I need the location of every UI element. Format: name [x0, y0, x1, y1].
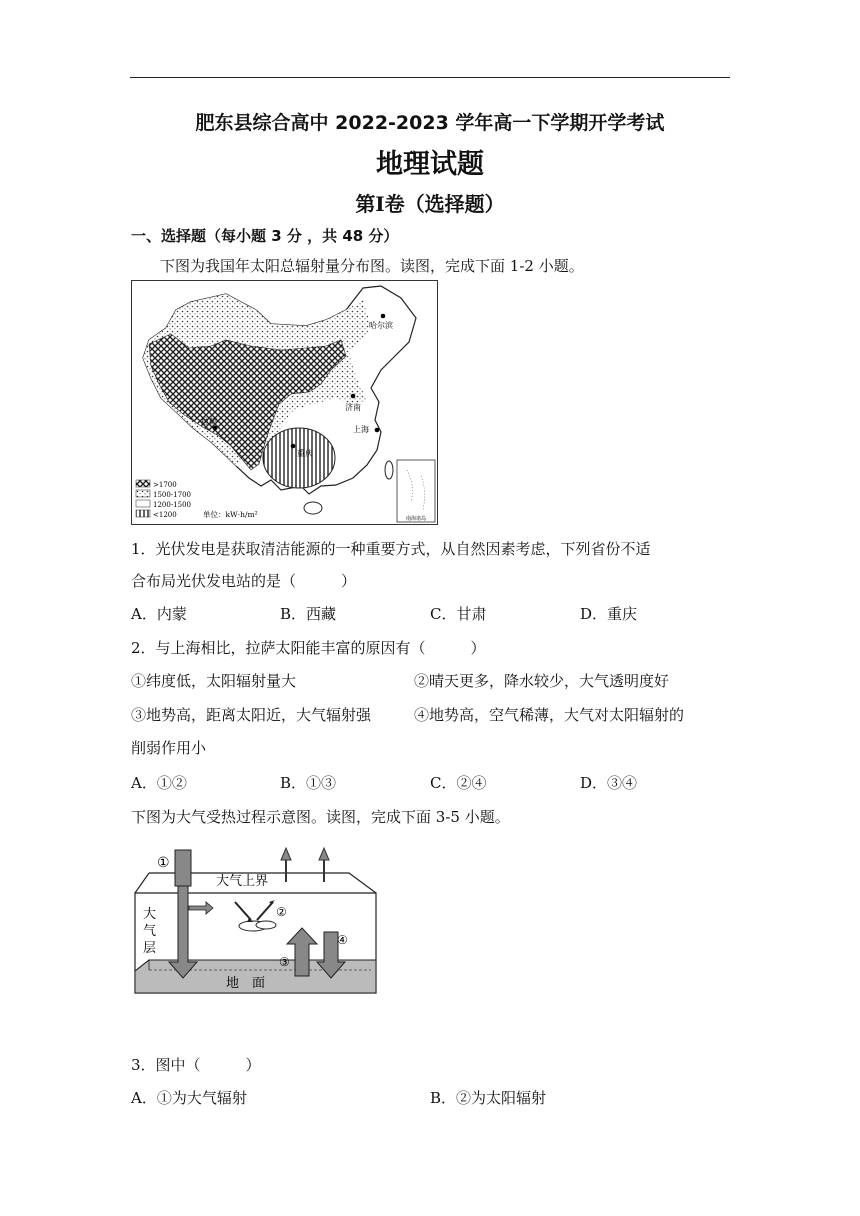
marker-4: ④ — [337, 933, 348, 947]
header-rule — [130, 77, 730, 78]
subject-title: 地理试题 — [376, 149, 484, 180]
intro-text-1: 下图为我国年太阳总辐射量分布图。读图，完成下面 1-2 小题。 — [160, 257, 584, 275]
q2-stem: 2．与上海相比，拉萨太阳能丰富的原因有（ ） — [131, 639, 486, 657]
q1-option-b[interactable]: B．西藏 — [280, 605, 337, 623]
q1-stem-line2: 合布局光伏发电站的是（ ） — [131, 572, 357, 590]
layer-label-char: 气 — [143, 924, 157, 939]
ground-label: 地 面 — [226, 976, 266, 991]
q2-option-d[interactable]: D．③④ — [580, 774, 638, 792]
q2-option-a[interactable]: A．①② — [131, 774, 187, 792]
top-of-atmosphere-label: 大气上界 — [216, 874, 269, 889]
layer-label-char: 大 — [143, 907, 157, 922]
map-unit: 单位：kW·h/m² — [203, 510, 258, 519]
q1-stem-line1: 1．光伏发电是获取清洁能源的一种重要方式，从自然因素考虑，下列省份不适 — [131, 540, 651, 558]
city-harbin: 哈尔滨 — [369, 321, 393, 330]
legend-label: >1700 — [153, 481, 177, 489]
q2-statement-1: ①纬度低，太阳辐射量大 — [131, 672, 297, 690]
legend-label: 1500-1700 — [153, 491, 191, 499]
q1-option-c[interactable]: C．甘肃 — [430, 605, 487, 623]
marker-1: ① — [157, 855, 170, 871]
city-shanghai: 上海 — [353, 425, 369, 434]
q3-stem: 3．图中（ ） — [131, 1056, 261, 1074]
q2-option-b[interactable]: B．①③ — [280, 774, 337, 792]
exam-title: 肥东县综合高中 2022-2023 学年高一下学期开学考试 — [195, 112, 665, 134]
q1-option-d[interactable]: D．重庆 — [580, 605, 638, 623]
q2-statement-3: ③地势高，距离太阳近，大气辐射强 — [131, 706, 372, 724]
legend-label: 1200-1500 — [153, 501, 191, 509]
city-lhasa: 拉萨 — [201, 417, 217, 426]
city-chongqing: 重庆 — [297, 449, 313, 458]
section-heading: 一、选择题（每小题 3 分 ，共 48 分） — [131, 227, 399, 245]
inset-label: 南海诸岛 — [405, 516, 427, 522]
q2-statement-4: ④地势高，空气稀薄，大气对太阳辐射的 — [414, 706, 685, 724]
q3-option-a[interactable]: A．①为大气辐射 — [131, 1089, 247, 1107]
solar-radiation-map — [131, 280, 438, 525]
q2-option-c[interactable]: C．②④ — [430, 774, 487, 792]
intro-text-2: 下图为大气受热过程示意图。读图，完成下面 3-5 小题。 — [131, 808, 510, 826]
marker-3: ③ — [279, 955, 290, 969]
q2-statement-2: ②晴天更多，降水较少，大气透明度好 — [414, 672, 670, 690]
city-jinan: 济南 — [345, 403, 361, 412]
volume-title: 第Ⅰ卷（选择题） — [355, 192, 505, 216]
q2-statement-4-cont: 削弱作用小 — [131, 739, 207, 757]
q3-option-b[interactable]: B．②为太阳辐射 — [430, 1089, 547, 1107]
q1-option-a[interactable]: A．内蒙 — [131, 605, 187, 623]
marker-2: ② — [276, 905, 287, 919]
layer-label-char: 层 — [143, 941, 157, 956]
legend-label: <1200 — [153, 511, 177, 519]
zone-below-1200 — [263, 428, 335, 488]
atmosphere-heating-diagram — [131, 840, 381, 1005]
